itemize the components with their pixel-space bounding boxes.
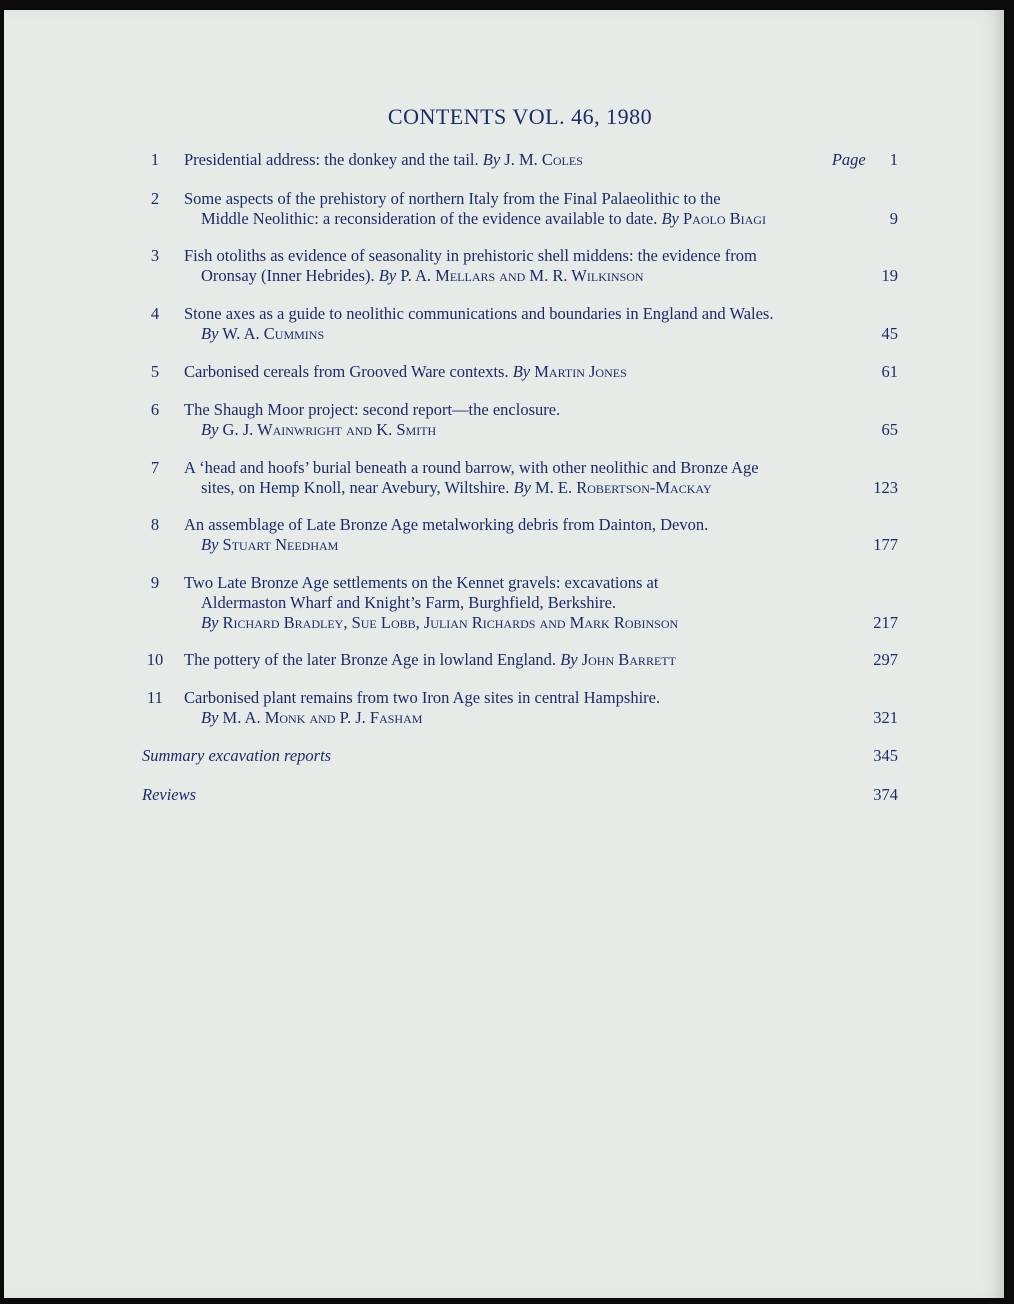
- entry-by: By: [512, 362, 531, 381]
- entry-line: [184, 150, 844, 170]
- entry-title: [184, 688, 844, 728]
- entry-number: 9: [150, 573, 160, 592]
- entry-title: [184, 400, 844, 440]
- entry-text: The pottery of the later Bronze Age in lowland England.: [184, 650, 561, 669]
- entry-line: [184, 458, 844, 478]
- entry-page: [873, 478, 898, 498]
- entry-line: [184, 593, 844, 613]
- entry-text: Presidential address: the donkey and the tail.: [184, 150, 483, 169]
- entry-by: By: [661, 209, 679, 228]
- entry-authors: Stuart Needham: [218, 535, 339, 554]
- entry-authors: M. E. Robertson-Mackay: [530, 478, 712, 497]
- entry-authors: M. A. Monk and P. J. Fasham: [218, 708, 423, 727]
- entry-title: [184, 246, 844, 286]
- entry-title: [184, 189, 844, 229]
- entry-by: By: [201, 613, 219, 632]
- entry-page-number: 123: [873, 478, 898, 497]
- entry-page: [873, 708, 898, 728]
- entry-page: [873, 613, 898, 633]
- entry-line: [184, 535, 844, 555]
- entry-authors: J. M. Coles: [500, 150, 583, 169]
- entry-page-number: 177: [873, 535, 898, 554]
- entry-number: 2: [150, 189, 160, 208]
- entry-page: [890, 209, 898, 229]
- entry-page-number: 65: [881, 420, 898, 439]
- entry-line: [184, 515, 844, 535]
- entry-number: 8: [150, 515, 160, 534]
- entry-line: [184, 573, 844, 593]
- entry-title: [184, 304, 844, 344]
- entry-page-number: 9: [889, 209, 898, 228]
- entry-text: Carbonised plant remains from two Iron Age sites in central Hampshire.: [184, 688, 661, 707]
- entry-page-number: 297: [873, 650, 898, 669]
- entry-line: [184, 688, 844, 708]
- entry-authors: Richard Bradley, Sue Lobb, Julian Richards and Mark Robinson: [218, 613, 679, 632]
- entry-authors: John Barrett: [577, 650, 676, 669]
- entry-line: [184, 420, 844, 440]
- entry-number: 7: [150, 458, 160, 477]
- entry-text: Oronsay (Inner Hebrides).: [201, 266, 379, 285]
- entry-line: [184, 189, 844, 209]
- entry-line: [184, 304, 844, 324]
- entry-page-number: 217: [873, 613, 898, 632]
- entry-page-number: 1: [889, 150, 898, 169]
- entry-page: [832, 150, 898, 170]
- entry-number: 10: [146, 650, 164, 669]
- entry-page: [873, 650, 898, 670]
- entry-text: Middle Neolithic: a reconsideration of the evidence available to date.: [201, 209, 662, 228]
- entry-line: [184, 209, 844, 229]
- entry-title: [184, 362, 844, 382]
- entry-line: [184, 324, 844, 344]
- entry-page-number: 45: [881, 324, 898, 343]
- entry-number: 1: [150, 150, 160, 169]
- entry-line: [184, 362, 844, 382]
- entry-text: Two Late Bronze Age settlements on the Kennet gravels: excavations at: [184, 573, 659, 592]
- entry-page: [882, 362, 899, 382]
- entry-by: By: [378, 266, 397, 285]
- entry-page-number: 19: [881, 266, 898, 285]
- entry-text: Fish otoliths as evidence of seasonality in prehistoric shell middens: the evidence from: [184, 246, 757, 265]
- entry-line: [184, 708, 844, 728]
- entry-by: By: [560, 650, 578, 669]
- reviews-page: 374: [873, 785, 898, 804]
- summary-reports-label: Summary excavation reports: [142, 746, 332, 765]
- entry-number: 11: [147, 688, 163, 707]
- entry-by: By: [482, 150, 501, 169]
- entry-page: [882, 420, 899, 440]
- entry-title: [184, 573, 844, 633]
- entry-title: [184, 458, 844, 498]
- entry-line: [184, 400, 844, 420]
- entry-line: [184, 650, 844, 670]
- entry-line: [184, 246, 844, 266]
- entry-by: By: [201, 324, 219, 343]
- entry-text: An assemblage of Late Bronze Age metalworking debris from Dainton, Devon.: [184, 515, 709, 534]
- entry-text: Some aspects of the prehistory of northern Italy from the Final Palaeolithic to the: [184, 189, 721, 208]
- reviews-label: Reviews: [142, 785, 197, 804]
- entry-title: [184, 150, 844, 170]
- entry-page-number: 321: [873, 708, 898, 727]
- contents-title: CONTENTS VOL. 46, 1980: [387, 104, 653, 129]
- entry-authors: Paolo Biagi: [678, 209, 766, 228]
- entry-number: 6: [150, 400, 160, 419]
- entry-by: By: [201, 420, 219, 439]
- entry-authors: Martin Jones: [530, 362, 627, 381]
- entry-authors: P. A. Mellars and M. R. Wilkinson: [396, 266, 644, 285]
- entry-text: A ‘head and hoofs’ burial beneath a round barrow, with other neolithic and Bronze Age: [184, 458, 759, 477]
- entry-text: The Shaugh Moor project: second report—the enclosure.: [184, 400, 561, 419]
- entry-line: [184, 266, 844, 286]
- entry-page: [882, 324, 899, 344]
- summary-reports-page: 345: [873, 746, 898, 765]
- entry-authors: G. J. Wainwright and K. Smith: [218, 420, 437, 439]
- entry-text: sites, on Hemp Knoll, near Avebury, Wiltshire.: [201, 478, 514, 497]
- entry-text: Stone axes as a guide to neolithic communications and boundaries in England and Wales.: [184, 304, 774, 323]
- entry-number: 3: [150, 246, 160, 265]
- entry-text: Aldermaston Wharf and Knight’s Farm, Burghfield, Berkshire.: [201, 593, 617, 612]
- entry-title: [184, 515, 844, 555]
- entry-by: By: [201, 535, 219, 554]
- entry-text: Carbonised cereals from Grooved Ware contexts.: [184, 362, 513, 381]
- entry-page: [873, 535, 898, 555]
- entry-page-number: 61: [881, 362, 898, 381]
- entry-line: [184, 613, 844, 633]
- entry-number: 4: [150, 304, 160, 323]
- page-column-label: Page: [831, 150, 866, 169]
- entry-by: By: [201, 708, 219, 727]
- entry-line: [184, 478, 844, 498]
- entry-authors: W. A. Cummins: [218, 324, 325, 343]
- entry-title: [184, 650, 844, 670]
- entry-page: [882, 266, 899, 286]
- entry-number: 5: [150, 362, 160, 381]
- entry-by: By: [513, 478, 531, 497]
